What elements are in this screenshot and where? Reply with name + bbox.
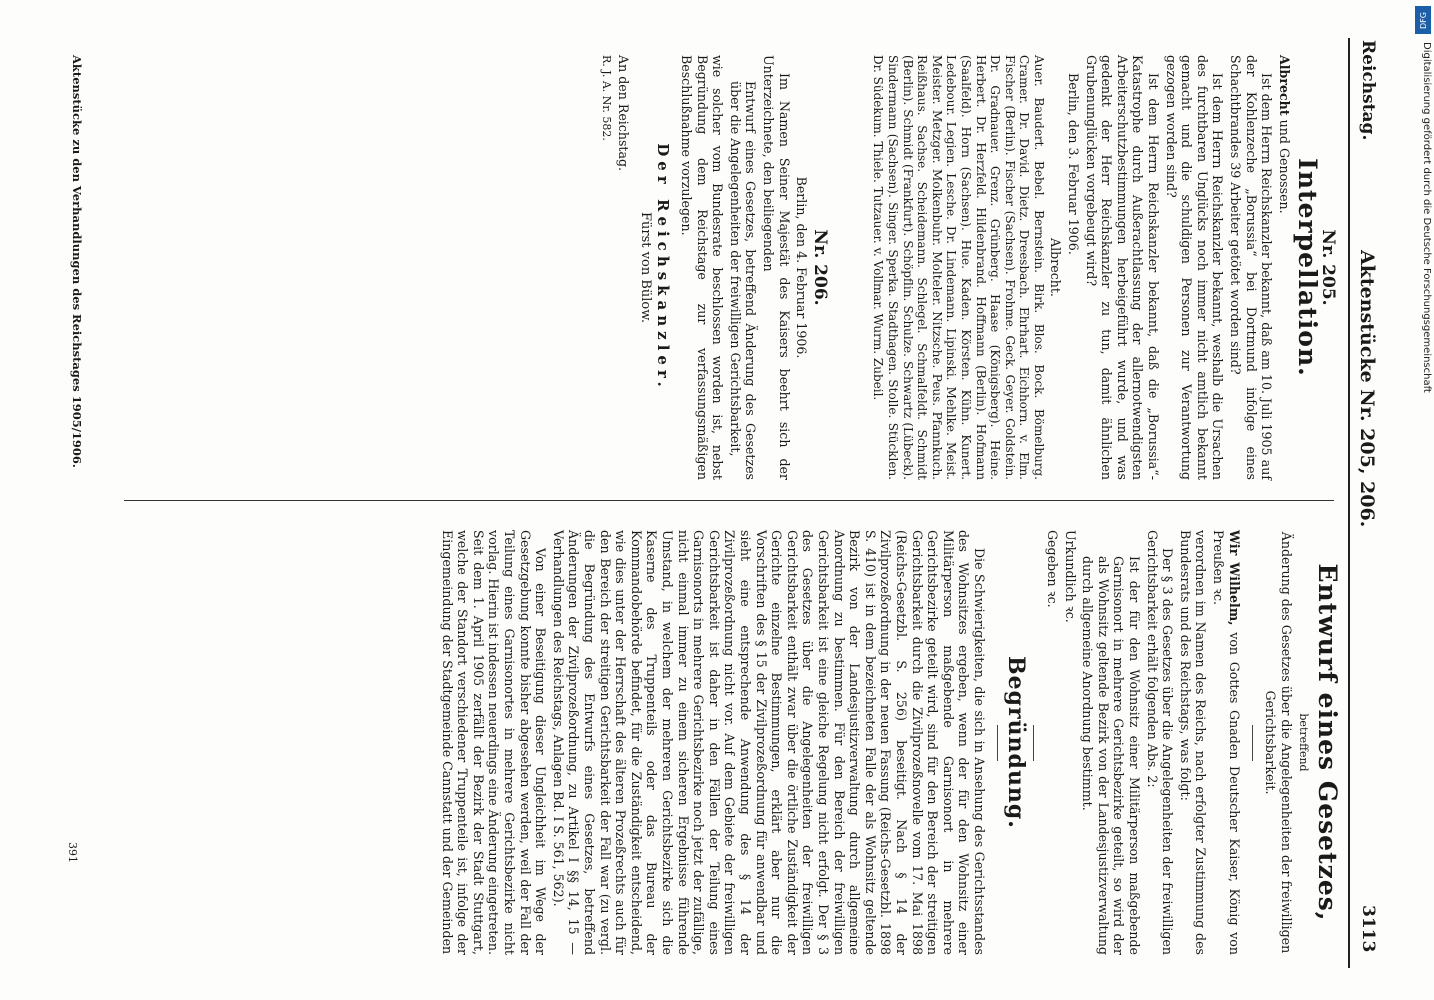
letter-intro: Im Namen Seiner Majestät des Kaisers beehrt sich der Unterzeichnete, den beiliegenden — [761, 55, 792, 480]
dfg-logo-text: DFG — [1418, 11, 1428, 29]
authors-bold: Albrecht — [1276, 55, 1292, 116]
date-205: Berlin, den 3. Februar 1906. — [1066, 73, 1082, 255]
left-column — [596, 55, 1339, 480]
column-divider — [124, 500, 1334, 501]
chancellor-title: Der Reichskanzler. — [654, 143, 673, 392]
nr206-heading: Nr. 206. — [809, 229, 830, 306]
interpellation-title: Interpellation. — [1293, 158, 1323, 377]
preamble-verordnen: verordnen im Namen des Reichs, nach erfolgter Zustimmung des Bundesrats und des Reichstags, was folgt: — [1177, 530, 1209, 955]
signature-mark: 391 — [66, 842, 79, 863]
letter-bill-title: Entwurf eines Gesetzes, betreffend Änderung des Gesetzes über die Angelegenheiten der freiwilligen Gerichtsbarkeit, — [727, 81, 759, 480]
header-page-number: 3113 — [1358, 905, 1378, 953]
short-rule-3 — [997, 725, 998, 761]
right-column — [437, 530, 1342, 955]
reference-number: R. J. A. Nr. 582. — [599, 55, 613, 141]
dfg-strip — [1412, 6, 1434, 566]
header-rule — [1348, 38, 1350, 968]
preamble-wir — [1210, 530, 1241, 955]
dfg-logo — [1415, 6, 1431, 34]
dfg-funding-note: Digitalisierung gefördert durch die Deutsche Forschungsgemeinschaft — [1421, 42, 1432, 393]
begruendung-heading: Begründung. — [1003, 656, 1030, 829]
short-rule-2 — [1034, 725, 1035, 761]
interpellation-question-2: Ist dem Herrn Reichskanzler bekannt, weshalb die Ursachen des furchtbaren Unglücks noch immer nicht amtlich bekannt gemacht und die schuldigen Personen zur Verantwortung gezogen worden sind? — [1163, 55, 1226, 480]
letter-body: wie solcher vom Bundesrate beschlossen worden ist, nebst Begründung dem Reichstage zur verfassungsmäßigen Beschlußnahme vorzulegen. — [679, 55, 726, 480]
bill-betreffend: betreffend — [1297, 713, 1311, 772]
bill-paragraph: Der § 3 des Gesetzes über die Angelegenheiten der freiwilligen Gerichtsbarkeit erhält folgenden Abs. 2: — [1144, 530, 1176, 955]
addressee: An den Reichstag. — [616, 55, 632, 172]
footer-line: Aktenstücke zu den Verhandlungen des Reichstages 1905/1906. — [70, 55, 84, 468]
interpellation-question-3: Ist dem Herrn Reichskanzler bekannt, daß die „Borussia“-Katastrophe durch Außerachtlassung der allernotwendigsten Arbeiterschutzbestimmungen herbeigeführt wurde, und was gedenkt der Herr Reichskanzler zu tun, damit ähnlichen Grubenunglücken vorgebeugt wird? — [1083, 55, 1162, 480]
authors — [1276, 55, 1292, 480]
bill-subtitle: Änderung des Gesetzes über die Angelegenheiten der freiwilligen Gerichtsbarkeit. — [1263, 531, 1294, 954]
signer-205: Albrecht. — [1048, 238, 1064, 297]
interpellation-question-1: Ist dem Herrn Reichskanzler bekannt, daß am 10. Juli 1905 auf der Kohlenzeche „Borussia“ bei Dortmund infolge eines Schachtbrandes 39 Arbeiter getötet worden sind? — [1228, 55, 1275, 480]
short-rule-1 — [1252, 725, 1253, 761]
gegeben: Gegeben ꝛc. — [1045, 530, 1061, 608]
urkundlich: Urkundlich ꝛc. — [1062, 530, 1078, 623]
chancellor-name: Fürst von Bülow. — [637, 212, 653, 323]
bill-quote: Ist der für den Wohnsitz einer Militärperson maßgebende Garnisonort in mehrere Gerichtsbezirke geteilt, so wird der als Wohnsitz geltende Bezirk von der Landesjustizverwaltung durch allgemeine Anordnung bestimmt. — [1080, 556, 1143, 955]
header-left: Reichstag. — [1358, 40, 1378, 141]
header-center: Aktenstücke Nr. 205, 206. — [1356, 250, 1378, 528]
bill-title: Entwurf eines Gesetzes, — [1313, 563, 1342, 922]
nr205-heading: Nr. 205. — [1318, 229, 1338, 306]
date-206: Berlin, den 4. Februar 1906. — [794, 176, 810, 359]
signatories-list: Auer. Baudert. Bebel. Bernstein. Birk. Blos. Bock. Bömelburg. Cramer. Dr. David. Dietz. Dreesbach. Ehrhart. Eichhorn. v. Elm. Fischer (Berlin). Fischer (Sachsen). Frohme. Geck. Geyer. Goldstein. Dr. Gradnauer. Grenz. Grünberg. Haase (Königsberg). Heine. Herbert. Dr. Herzfeld. Hildenbrand. Hoffmann (Berlin). Hofmann (Saalfeld). Horn (Sachsen). Hue. Kaden. Körsten. Kühn. Kunert. Ledebour. Legien. Lesche. Dr. Lindemann. Lipinski. Mehlke. Meist. Meister. Metzger. Molkenbuhr. Molteler. Nitzsche. Peus. Pfannkuch. Reißhaus. Sachse. Scheidemann. Schlegel. Schmalfeldt. Schmidt (Berlin). Schmidt (Frankfurt). Schöpflin. Schulze. Schwartz (Lübeck). Sindermann (Sachsen). Singer. Sperka. Stadthagen. Stolle. Stücklen. Dr. Südekum. Thiele. Tutzauer. v. Vollmar. Wurm. Zubeil. — [871, 55, 1046, 480]
preamble-wir-bold: Wir Wilhelm, — [1226, 530, 1242, 626]
authors-rest: und Genossen. — [1276, 119, 1292, 214]
begruendung-paragraph-1: Die Schwierigkeiten, die sich in Ansehung des Gerichtsstandes des Wohnsitzes ergeben, wenn der für den Wohnsitz einer Militärperson maßgebende Garnisonort in mehrere Gerichtsbezirke geteilt wird, sind für den Bereich der streitigen Gerichtsbarkeit durch die Zivilprozeßnovelle vom 17. Mai 1898 (Reichs-Gesetzbl. S. 256) beseitigt. Nach § 14 der Zivilprozeßordnung in der neuen Fassung (Reichs-Gesetzbl. 1898 S. 410) ist in dem bezeichneten Falle der als Wohnsitz geltende Bezirk von der Landesjustizverwaltung durch allgemeine Anordnung zu bestimmen. Für den Bereich der freiwilligen Gerichtsbarkeit ist eine gleiche Regelung nicht erfolgt. Der § 3 des Gesetzes über die Angelegenheiten der freiwilligen Gerichtsbarkeit enthält zwar über die örtliche Zuständigkeit der Gerichte einzelne Bestimmungen, erklärt aber nur die Vorschriften des § 15 der Zivilprozeßordnung für anwendbar und sieht eine entsprechende Anwendung des § 14 der Zivilprozeßordnung nicht vor. Auf dem Gebiete der freiwilligen Gerichtsbarkeit ist daher in den Fällen der Teilung eines Garnisonorts in mehrere Gerichtsbezirke noch jetzt der zufällige, nicht einmal immer zu einem sicheren Ergebnisse führende Umstand, in welchem der mehreren Gerichtsbezirke sich die Kaserne des Truppenteils oder das Bureau der Kommandobehörde befindet, für die Zuständigkeit entscheidend, wie dies unter der Herrschaft des älteren Prozeßrechts auch für den Bereich der streitigen Gerichtsbarkeit der Fall war (zu vergl. die Begründung des Entwurfs eines Gesetzes, betreffend Änderungen der Zivilprozeßordnung, zu Artikel I §§ 14, 15 — Verhandlungen des Reichstags, Anlagen Bd. I S. 561, 562). — [550, 530, 987, 955]
begruendung-paragraph-2: Von einer Beseitigung dieser Ungleichheit im Wege der Gesetzgebung konnte bisher abgesehen werden, weil der Fall der Teilung eines Garnisonortes in mehrere Gerichtsbezirke nicht vorlag. Hierin ist indessen neuerdings eine Änderung eingetreten. Seit dem 1. April 1905 zerfällt der Bezirk der Stadt Stuttgart, welche der Standort verschiedener Truppenteile ist, infolge der Eingemeindung der Stadtgemeinde Cannstatt und der Gemeinden — [439, 530, 549, 955]
preamble-wir-rest: von Gottes Gnaden Deutscher Kaiser, König von Preußen ꝛc. — [1211, 530, 1242, 955]
